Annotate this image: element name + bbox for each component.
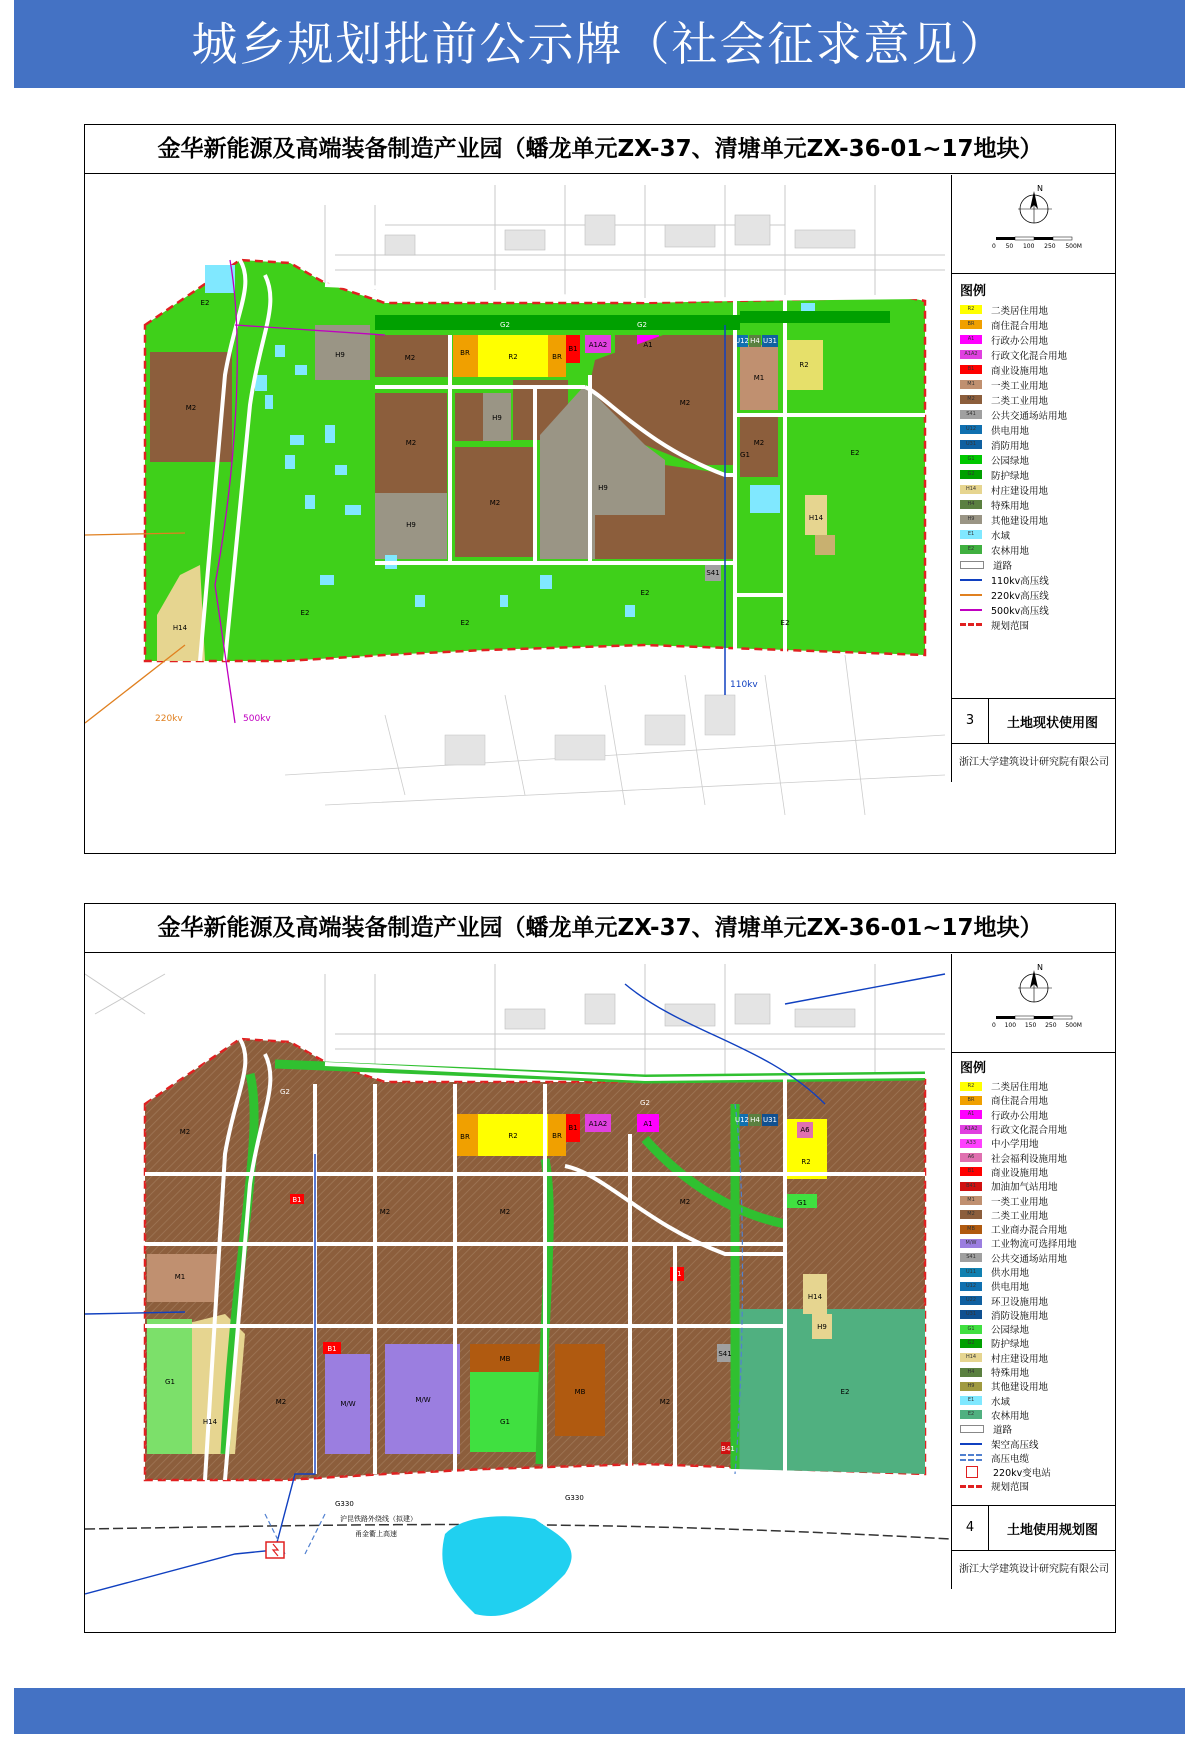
code-label: B1 (568, 345, 578, 353)
north-arrow-block (952, 175, 1116, 274)
code-label: G2 (500, 321, 510, 329)
code-label: M1 (174, 1273, 186, 1281)
code-label: U31 (762, 1116, 778, 1124)
code-label: H9 (598, 484, 608, 492)
label-110kv: 110kv (730, 680, 758, 690)
legend-item (960, 1436, 1116, 1450)
legend-label: 防护绿地 (991, 1339, 1030, 1351)
code-label: R2 (799, 361, 809, 369)
legend-swatch (960, 594, 982, 596)
legend-label: 农林用地 (991, 1410, 1030, 1422)
status-legend (952, 274, 1116, 699)
drawing-name: 土地使用规划图 (1006, 1522, 1098, 1538)
legend-label: 行政办公用地 (991, 1110, 1049, 1122)
code-label: A1A2 (588, 341, 608, 349)
legend-label: 供电用地 (991, 425, 1030, 437)
legend-label: 防护绿地 (991, 470, 1030, 482)
legend-item (960, 527, 1116, 542)
legend-swatch: R2 (960, 305, 982, 314)
legend-label: 公园绿地 (991, 455, 1030, 467)
north-arrow-block (952, 954, 1116, 1053)
legend-label: 220kv高压线 (991, 590, 1049, 602)
code-label: M2 (499, 1208, 511, 1216)
legend-swatch: G1 (960, 1325, 982, 1334)
legend-item (960, 557, 1116, 572)
legend-item (960, 602, 1116, 617)
code-label: M/W (415, 1396, 431, 1404)
legend-swatch (960, 579, 982, 581)
legend-item (960, 1465, 1116, 1479)
legend-item (960, 422, 1116, 437)
legend-swatch: U22 (960, 1296, 982, 1305)
legend-title: 图例 (960, 1061, 987, 1076)
parcel-h9 (815, 535, 835, 555)
legend-swatch: M1 (960, 380, 982, 389)
page-footer-bar (14, 1688, 1185, 1734)
code-label: G1 (500, 1418, 510, 1426)
legend-item (960, 1208, 1116, 1222)
legend-item (960, 572, 1116, 587)
code-label: E2 (300, 609, 310, 617)
code-label: H9 (335, 351, 345, 359)
code-label: MB (499, 1355, 511, 1363)
parcel-g2 (375, 315, 740, 330)
legend-swatch: A1 (960, 335, 982, 344)
legend-swatch: B41 (960, 1182, 982, 1191)
code-label: M2 (404, 354, 416, 362)
legend-swatch: G2 (960, 1339, 982, 1348)
code-label: B41 (721, 1445, 735, 1453)
code-label: A6 (800, 1126, 810, 1134)
legend-item (960, 1279, 1116, 1293)
legend-swatch: E2 (960, 545, 982, 554)
legend-label: 消防设施用地 (991, 1310, 1049, 1322)
legend-label: 高压电缆 (991, 1453, 1030, 1465)
legend-item (960, 1336, 1116, 1350)
legend-label: 供电用地 (991, 1282, 1030, 1294)
code-label: B1 (568, 1124, 578, 1132)
legend-label: 加油加气站用地 (991, 1182, 1058, 1194)
plan-map-canvas (85, 954, 951, 1632)
code-label: E2 (640, 589, 650, 597)
legend-label: 商业设施用地 (991, 365, 1049, 377)
road-label-g330: G330 (565, 1494, 584, 1502)
legend-swatch: U31 (960, 1310, 982, 1319)
legend-label: 500kv高压线 (991, 605, 1049, 617)
legend-item (960, 1422, 1116, 1436)
code-label: M2 (275, 1398, 287, 1406)
code-label: G2 (280, 1088, 290, 1096)
legend-label: 特殊用地 (991, 1368, 1030, 1380)
legend-swatch: A1A2 (960, 1125, 982, 1134)
land-use-status-sheet (84, 124, 1116, 854)
company-name: 浙江大学建筑设计研究院有限公司 (959, 757, 1109, 768)
legend-item (960, 1236, 1116, 1250)
legend-swatch (960, 609, 982, 611)
code-label: U31 (762, 337, 778, 345)
code-label: H9 (492, 414, 502, 422)
legend-label: 架空高压线 (991, 1439, 1039, 1451)
legend-swatch: H14 (960, 1353, 982, 1362)
code-label: M2 (753, 439, 765, 447)
code-label: M2 (179, 1128, 191, 1136)
legend-swatch (966, 1466, 978, 1478)
code-label: R2 (801, 1158, 811, 1166)
legend-item (960, 1122, 1116, 1136)
code-label: H14 (807, 1293, 823, 1301)
code-label: BR (460, 1133, 470, 1141)
legend-swatch: H14 (960, 485, 982, 494)
legend-item (960, 1165, 1116, 1179)
legend-label: 220kv变电站 (993, 1468, 1051, 1480)
company-name: 浙江大学建筑设计研究院有限公司 (959, 1564, 1109, 1575)
land-use-status-map (85, 175, 951, 853)
code-label: E2 (780, 619, 790, 627)
legend-item (960, 407, 1116, 422)
legend-item (960, 362, 1116, 377)
code-label: H9 (817, 1323, 827, 1331)
legend-label: 二类居住用地 (991, 1082, 1049, 1094)
legend-label: 规划范围 (991, 1482, 1030, 1494)
legend-label: 行政办公用地 (991, 335, 1049, 347)
legend-swatch: G2 (960, 470, 982, 479)
drawing-caption (952, 1506, 1116, 1551)
legend-label: 二类工业用地 (991, 1210, 1049, 1222)
legend-item (960, 317, 1116, 332)
sheet-title: 金华新能源及高端装备制造产业园（蟠龙单元ZX-37、清塘单元ZX-36-01~17地块） (85, 125, 1115, 174)
legend-item (960, 302, 1116, 317)
legend-label: 特殊用地 (991, 500, 1030, 512)
parcel-e1 (205, 265, 235, 293)
legend-item (960, 1365, 1116, 1379)
highway-label: 甬金衢上高速 (355, 1530, 397, 1538)
code-label: R2 (508, 353, 518, 361)
legend-label: 供水用地 (991, 1268, 1030, 1279)
status-map-canvas (85, 175, 951, 853)
code-label: S41 (718, 1350, 732, 1358)
code-label: B1 (292, 1196, 302, 1204)
legend-item (960, 617, 1116, 632)
legend-swatch: H9 (960, 515, 982, 524)
code-label: G2 (640, 1099, 650, 1107)
code-label: M2 (185, 404, 197, 412)
legend-swatch (960, 1485, 982, 1488)
legend-swatch: H4 (960, 500, 982, 509)
code-label: G1 (740, 451, 750, 459)
legend-item (960, 332, 1116, 347)
code-label: MB (574, 1388, 586, 1396)
drawing-number: 3 (952, 699, 989, 743)
legend-item (960, 1179, 1116, 1193)
code-label: M2 (679, 1198, 691, 1206)
legend-label: 公园绿地 (991, 1325, 1030, 1337)
sheet-title: 金华新能源及高端装备制造产业园（蟠龙单元ZX-37、清塘单元ZX-36-01~17地块） (85, 904, 1115, 953)
code-label: BR (552, 353, 562, 361)
scale-bar: 0 50 100 250 500M (992, 243, 1082, 250)
legend-item (960, 1408, 1116, 1422)
legend-item (960, 377, 1116, 392)
legend-label: 社会福利设施用地 (991, 1153, 1068, 1165)
code-label: E2 (850, 449, 860, 457)
legend-item (960, 1379, 1116, 1393)
scale-bar: 0 100 150 250 500M (992, 1022, 1082, 1029)
north-arrow-icon (952, 175, 1116, 273)
parcel-g1 (470, 1372, 545, 1452)
legend-title: 图例 (960, 284, 987, 299)
code-label: H4 (750, 337, 760, 345)
legend-swatch (960, 561, 984, 569)
legend-item (960, 1222, 1116, 1236)
code-label: M2 (489, 499, 501, 507)
code-label: H14 (172, 624, 188, 632)
legend-item (960, 1079, 1116, 1093)
legend-swatch: M2 (960, 395, 982, 404)
code-label: G2 (637, 321, 647, 329)
status-sidebar (951, 175, 1116, 782)
code-label: M1 (753, 374, 765, 382)
legend-swatch: A33 (960, 1139, 982, 1148)
legend-swatch: B1 (960, 365, 982, 374)
code-label: H9 (406, 521, 416, 529)
svg-text:N: N (1037, 184, 1043, 193)
code-label: U12 (734, 1116, 750, 1124)
legend-swatch: A1A2 (960, 350, 982, 359)
code-label: E2 (840, 1388, 850, 1396)
legend-swatch: BR (960, 320, 982, 329)
legend-swatch: R2 (960, 1082, 982, 1091)
drawing-caption (952, 699, 1116, 744)
legend-item (960, 1351, 1116, 1365)
code-label: B1 (672, 1270, 682, 1278)
legend-swatch: U11 (960, 1268, 982, 1277)
legend-label: 农林用地 (991, 545, 1030, 557)
code-label: M2 (679, 399, 691, 407)
legend-label: 商住混合用地 (991, 320, 1049, 332)
drawing-number: 4 (952, 1506, 989, 1550)
code-label: E2 (200, 299, 210, 307)
legend-label: 公共交通场站用地 (991, 1253, 1068, 1265)
parcel-g1 (147, 1319, 192, 1454)
land-use-plan-map (85, 954, 951, 1632)
legend-item (960, 1293, 1116, 1307)
legend-swatch: U12 (960, 425, 982, 434)
parcel-g2 (740, 311, 890, 323)
legend-item (960, 1322, 1116, 1336)
code-label: G1 (165, 1378, 175, 1386)
legend-label: 二类工业用地 (991, 395, 1049, 407)
legend-label: 一类工业用地 (991, 380, 1049, 392)
legend-swatch (960, 1454, 982, 1461)
legend-item (960, 347, 1116, 362)
legend-label: 中小学用地 (991, 1139, 1039, 1151)
legend-swatch: M2 (960, 1210, 982, 1219)
legend-label: 水域 (991, 1396, 1011, 1408)
legend-item (960, 1108, 1116, 1122)
code-label: G1 (797, 1199, 807, 1207)
code-label: M2 (379, 1208, 391, 1216)
legend-swatch: M/W (960, 1239, 982, 1248)
code-label: A1A2 (588, 1120, 608, 1128)
legend-label: 其他建设用地 (991, 515, 1049, 527)
legend-swatch (960, 1425, 984, 1433)
legend-swatch: M1 (960, 1196, 982, 1205)
legend-label: 公共交通场站用地 (991, 410, 1068, 422)
legend-item (960, 587, 1116, 602)
land-use-plan-sheet (84, 903, 1116, 1633)
code-label: H14 (808, 514, 824, 522)
legend-item (960, 497, 1116, 512)
legend-item (960, 1479, 1116, 1493)
legend-label: 村庄建设用地 (991, 1353, 1049, 1365)
legend-label: 环卫设施用地 (991, 1296, 1049, 1308)
legend-label: 行政文化混合用地 (991, 1125, 1068, 1137)
legend-item (960, 467, 1116, 482)
legend-swatch: H4 (960, 1368, 982, 1377)
code-label: A1 (643, 1120, 653, 1128)
code-label: S41 (706, 569, 720, 577)
code-label: H4 (750, 1116, 760, 1124)
legend-swatch: S41 (960, 410, 982, 419)
parcel-m2 (455, 393, 483, 441)
code-label: A1 (643, 341, 653, 349)
legend-item (960, 1093, 1116, 1107)
legend-item (960, 1308, 1116, 1322)
label-500kv: 500kv (243, 714, 271, 724)
page-banner-title: 城乡规划批前公示牌（社会征求意见） (14, 0, 1185, 88)
legend-swatch: E2 (960, 1410, 982, 1419)
code-label: U12 (734, 337, 750, 345)
legend-label: 道路 (993, 560, 1013, 572)
legend-label: 工业物流可选择用地 (991, 1239, 1077, 1251)
legend-label: 行政文化混合用地 (991, 350, 1068, 362)
code-label: M2 (659, 1398, 671, 1406)
plan-legend (952, 1053, 1116, 1506)
legend-swatch (960, 1443, 982, 1445)
code-label: BR (460, 349, 470, 357)
svg-text:N: N (1037, 963, 1043, 972)
legend-item (960, 1265, 1116, 1279)
legend-swatch: S41 (960, 1253, 982, 1262)
code-label: H14 (202, 1418, 218, 1426)
drawing-name: 土地现状使用图 (1006, 715, 1098, 731)
code-label: R2 (508, 1132, 518, 1140)
legend-item (960, 1150, 1116, 1164)
legend-label: 水域 (991, 530, 1011, 542)
legend-label: 一类工业用地 (991, 1196, 1049, 1208)
legend-swatch: G1 (960, 455, 982, 464)
legend-label: 二类居住用地 (991, 305, 1049, 317)
legend-swatch: H9 (960, 1382, 982, 1391)
legend-item (960, 482, 1116, 497)
legend-item (960, 1394, 1116, 1408)
legend-label: 规划范围 (991, 620, 1030, 632)
code-label: B1 (327, 1345, 337, 1353)
legend-label: 消防用地 (991, 440, 1030, 452)
code-label: E2 (460, 619, 470, 627)
legend-label: 工业商办混合用地 (991, 1225, 1068, 1237)
code-label: BR (552, 1132, 562, 1140)
legend-item (960, 1136, 1116, 1150)
legend-item (960, 437, 1116, 452)
legend-swatch: U31 (960, 440, 982, 449)
legend-item (960, 512, 1116, 527)
legend-swatch: A6 (960, 1153, 982, 1162)
legend-item (960, 1451, 1116, 1465)
legend-label: 110kv高压线 (991, 575, 1049, 587)
legend-item (960, 542, 1116, 557)
plan-sidebar (951, 954, 1116, 1589)
legend-swatch: E1 (960, 530, 982, 539)
legend-item (960, 1193, 1116, 1207)
legend-label: 商住混合用地 (991, 1096, 1049, 1108)
legend-item (960, 452, 1116, 467)
legend-label: 商业设施用地 (991, 1167, 1049, 1179)
railway-label: 沪昆铁路外绕线（拟建） (340, 1515, 417, 1523)
road-label-g330: G330 (335, 1500, 354, 1508)
label-220kv: 220kv (155, 714, 183, 724)
legend-swatch: B1 (960, 1167, 982, 1176)
legend-swatch: A1 (960, 1110, 982, 1119)
legend-label: 道路 (993, 1425, 1013, 1437)
north-arrow-icon (952, 954, 1116, 1052)
legend-swatch (960, 623, 982, 626)
legend-item (960, 392, 1116, 407)
code-label: M/W (340, 1400, 356, 1408)
legend-swatch: U12 (960, 1282, 982, 1291)
code-label: M2 (405, 439, 417, 447)
legend-label: 村庄建设用地 (991, 485, 1049, 497)
legend-swatch: E1 (960, 1396, 982, 1405)
legend-label: 其他建设用地 (991, 1382, 1049, 1394)
legend-item (960, 1251, 1116, 1265)
legend-swatch: MB (960, 1225, 982, 1234)
legend-swatch: BR (960, 1096, 982, 1105)
